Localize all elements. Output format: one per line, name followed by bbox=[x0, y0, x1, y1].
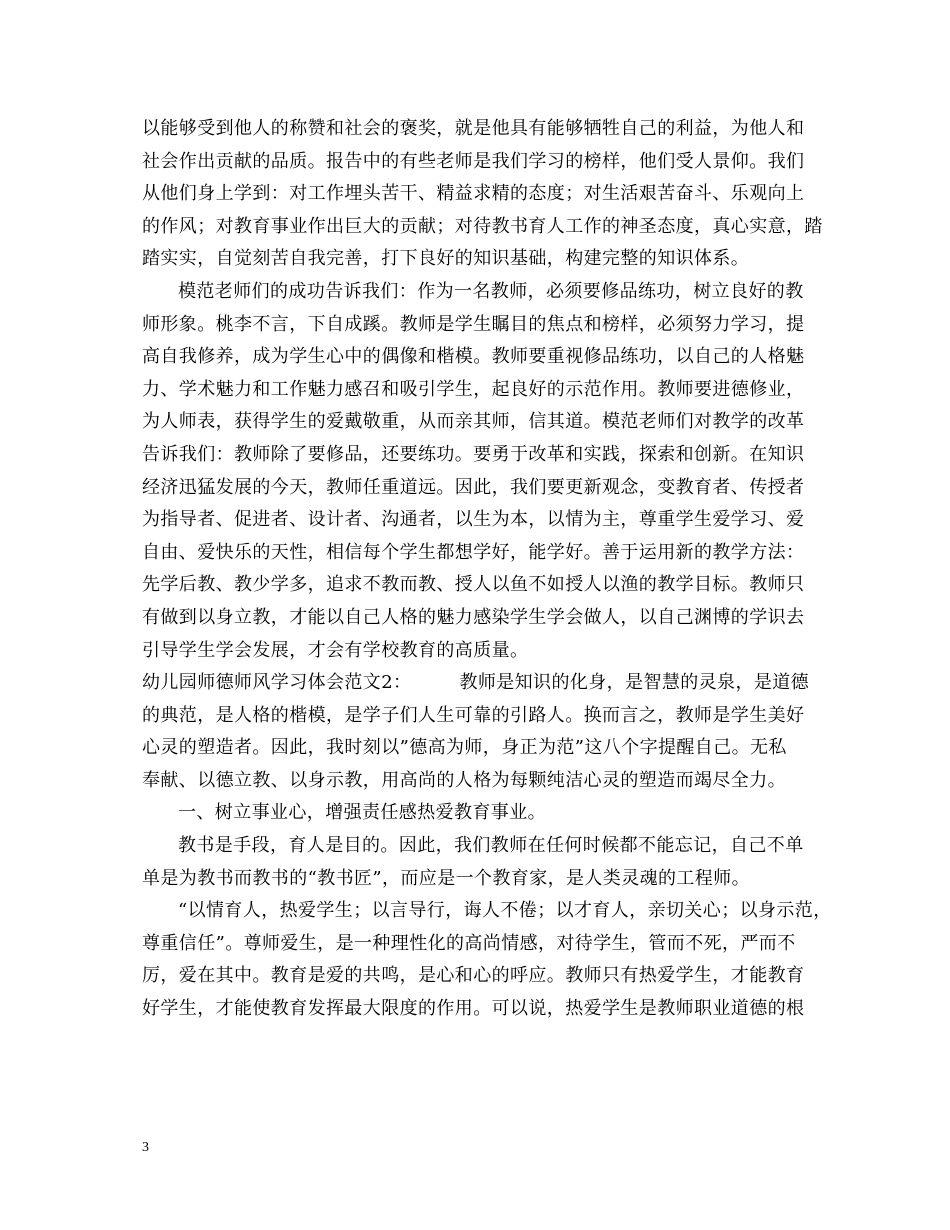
text-line: 以能够受到他人的称赞和社会的褒奖，就是他具有能够牺牲自己的利益，为他人和 bbox=[142, 118, 805, 139]
text-line: 为指导者、促进者、设计者、沟通者，以生为本，以情为主，尊重学生爱学习、爱 bbox=[142, 509, 805, 531]
text-line: “以情育人，热爱学生；以言导行，诲人不倦；以才育人，亲切关心；以身示范， bbox=[178, 900, 832, 922]
text-line: 心灵的塑造者。因此，我时刻以”德高为师，身正为范”这八个字提醒自己。无私 bbox=[142, 737, 787, 759]
text-line: 师形象。桃李不言，下自成蹊。教师是学生瞩目的焦点和榜样，必须努力学习，提 bbox=[142, 313, 805, 335]
text-line: 社会作出贡献的品质。报告中的有些老师是我们学习的榜样，他们受人景仰。我们 bbox=[142, 150, 805, 172]
text-line: 单是为教书而教书的“教书匠”，而应是一个教育家，是人类灵魂的工程师。 bbox=[142, 867, 751, 889]
text-line: 尊重信任”。尊师爱生，是一种理性化的高尚情感，对待学生，管而不死，严而不 bbox=[142, 932, 796, 954]
text-line: 力、学术魅力和工作魅力感召和吸引学生，起良好的示范作用。教师要进德修业， bbox=[142, 378, 805, 400]
section-heading-line bbox=[142, 667, 822, 700]
text-line: 有做到以身立教，才能以自己人格的魅力感染学生学会做人，以自己渊博的学识去 bbox=[142, 606, 805, 628]
text-line: 从他们身上学到：对工作埋头苦干、精益求精的态度；对生活艰苦奋斗、乐观向上 bbox=[142, 183, 805, 205]
text-line: 踏实实，自觉刻苦自我完善，打下良好的知识基础，构建完整的知识体系。 bbox=[142, 248, 750, 270]
text-line: 教书是手段，育人是目的。因此，我们教师在任何时候都不能忘记，自己不单 bbox=[178, 835, 804, 857]
text-line: 的作风；对教育事业作出巨大的贡献；对待教书育人工作的神圣态度，真心实意，踏 bbox=[142, 215, 823, 237]
text-line: 奉献、以德立教、以身示教，用高尚的人格为每颗纯洁心灵的塑造而竭尽全力。 bbox=[142, 769, 786, 791]
text-line: 告诉我们：教师除了要修品，还要练功。要勇于改革和实践，探索和创新。在知识 bbox=[142, 443, 805, 465]
text-line: 好学生，才能使教育发挥最大限度的作用。可以说，热爱学生是教师职业道德的根 bbox=[142, 998, 805, 1020]
text-line: 为人师表，获得学生的爱戴敬重，从而亲其师，信其道。模范老师们对教学的改革 bbox=[142, 411, 805, 433]
section-heading-text: 教师是知识的化身，是智慧的灵泉，是道德 bbox=[459, 672, 810, 694]
text-line: 厉，爱在其中。教育是爱的共鸣，是心和心的呼应。教师只有热爱学生，才能教育 bbox=[142, 965, 805, 987]
body-text bbox=[142, 113, 832, 1026]
section-heading-label: 幼儿园师德师风学习体会范文2： bbox=[142, 672, 412, 694]
text-line: 引导学生学会发展，才会有学校教育的高质量。 bbox=[142, 639, 529, 661]
subheading-line: 一、树立事业心，增强责任感热爱教育事业。 bbox=[178, 802, 546, 824]
text-line: 高自我修养，成为学生心中的偶像和楷模。教师要重视修品练功，以自己的人格魅 bbox=[142, 346, 805, 368]
page-number: 3 bbox=[142, 1140, 149, 1155]
text-line: 自由、爱快乐的天性，相信每个学生都想学好，能学好。善于运用新的教学方法： bbox=[142, 541, 805, 563]
text-line: 模范老师们的成功告诉我们：作为一名教师，必须要修品练功，树立良好的教 bbox=[178, 280, 804, 302]
text-line: 的典范，是人格的楷模，是学子们人生可靠的引路人。换而言之，教师是学生美好 bbox=[142, 704, 805, 726]
text-line: 经济迅猛发展的今天，教师任重道远。因此，我们要更新观念，变教育者、传授者 bbox=[142, 476, 805, 498]
text-line: 先学后教、教少学多，追求不教而教、授人以鱼不如授人以渔的教学目标。教师只 bbox=[142, 574, 805, 596]
